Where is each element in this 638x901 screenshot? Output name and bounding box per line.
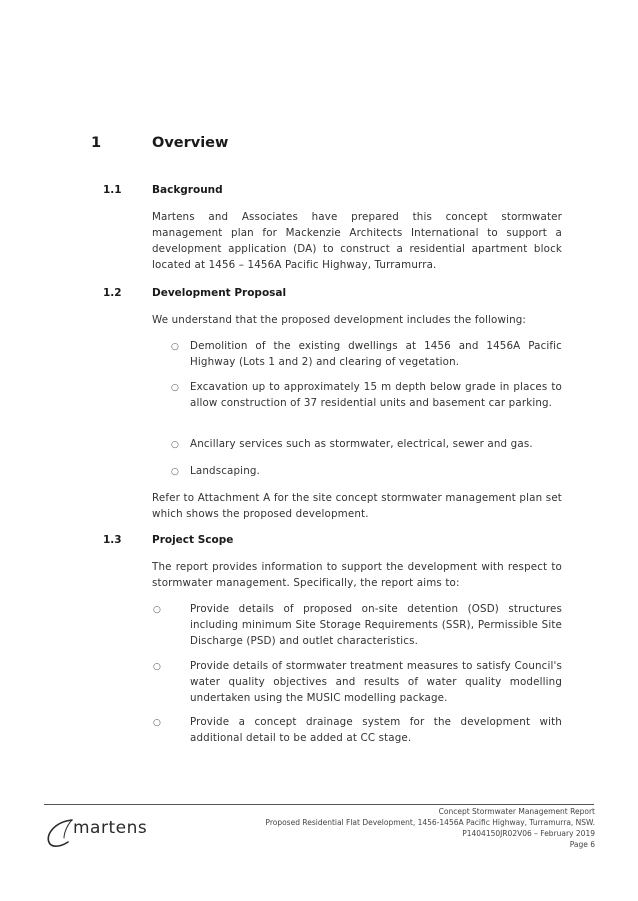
- bullet-icon: ○: [171, 440, 179, 450]
- section-number: 1: [91, 135, 102, 151]
- proposal-bullet-1: Demolition of the existing dwellings at 1456 and 1456A Pacific Highway (Lots 1 and 2) and clearing of vegetation.: [190, 340, 562, 368]
- proposal-bullet-4: Landscaping.: [190, 465, 260, 477]
- scope-bullet-2: Provide details of stormwater treatment measures to satisfy Council's water quality objectives and results of water quality modelling undertaken using the MUSIC modelling package.: [190, 660, 562, 704]
- background-paragraph: Martens and Associates have prepared this concept stormwater management plan for Mackenzie Architects International to support a development application (DA) to construct a residential apartment block located at 1456 – 1456A Pacific Highway, Turramurra.: [152, 211, 562, 271]
- subsection-number-background: 1.1: [103, 184, 122, 196]
- scope-intro: The report provides information to support the development with respect to stormwater management. Specifically, the report aims to:: [152, 561, 562, 589]
- proposal-outro: Refer to Attachment A for the site concept stormwater management plan set which shows the proposed development.: [152, 492, 562, 520]
- bullet-icon: ○: [171, 342, 179, 352]
- bullet-icon: ○: [153, 662, 161, 672]
- bullet-icon: ○: [171, 383, 179, 393]
- subsection-title-background: Background: [152, 184, 223, 196]
- subsection-number-proposal: 1.2: [103, 287, 122, 299]
- subsection-title-scope: Project Scope: [152, 534, 234, 546]
- section-title: Overview: [152, 135, 229, 151]
- footer-divider: [44, 804, 594, 805]
- proposal-bullet-3: Ancillary services such as stormwater, electrical, sewer and gas.: [190, 438, 533, 450]
- scope-bullet-1: Provide details of proposed on-site detention (OSD) structures including minimum Site Storage Requirements (SSR), Permissible Site Discharge (PSD) and outlet characteristics.: [190, 603, 562, 647]
- footer-report-title: Concept Stormwater Management Report: [438, 807, 595, 816]
- footer-project-description: Proposed Residential Flat Development, 1456-1456A Pacific Highway, Turramurra, NSW.: [265, 818, 595, 827]
- bullet-icon: ○: [153, 605, 161, 615]
- scope-bullet-3: Provide a concept drainage system for the development with additional detail to be added at CC stage.: [190, 716, 562, 744]
- subsection-number-scope: 1.3: [103, 534, 122, 546]
- bullet-icon: ○: [171, 467, 179, 477]
- subsection-title-proposal: Development Proposal: [152, 287, 287, 299]
- bullet-icon: ○: [153, 718, 161, 728]
- footer-logo-text: martens: [73, 818, 148, 838]
- proposal-intro: We understand that the proposed development includes the following:: [152, 314, 527, 326]
- proposal-bullet-2: Excavation up to approximately 15 m depth below grade in places to allow construction of 37 residential units and basement car parking.: [190, 381, 562, 409]
- footer-document-reference: P1404150JR02V06 – February 2019: [462, 829, 595, 838]
- footer-page-number: Page 6: [569, 840, 595, 849]
